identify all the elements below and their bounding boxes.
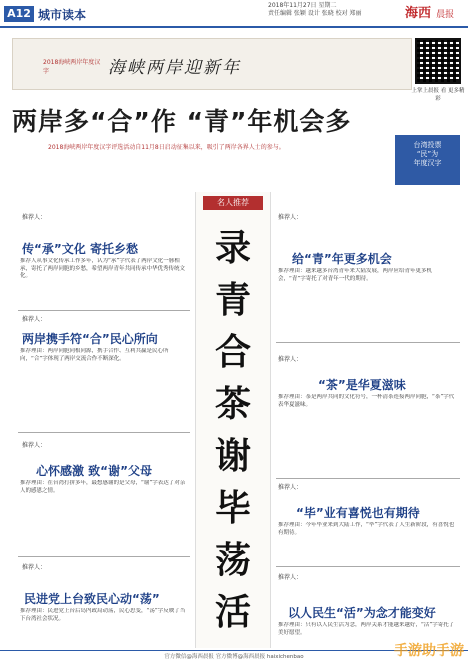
divider <box>276 566 460 567</box>
logo-text: 海西 <box>405 6 432 21</box>
article-body: 推荐理由：民进党上台后岛内政局动荡，民心思变，“荡”字反映了当下台湾社会状况。 <box>20 608 186 622</box>
recommender-line: 推荐人： <box>22 564 47 571</box>
date-line: 2018年11月27日 星期二 <box>268 2 337 9</box>
section-name: 城市读本 <box>38 8 87 22</box>
logo-sub: 晨报 <box>436 10 455 20</box>
divider <box>18 310 190 311</box>
event-banner <box>12 38 412 90</box>
banner-small-text: 2018海峡两岸年度汉字 <box>43 59 101 75</box>
editor-line: 责任编辑 张颖 设计 张晓 校对 郑丽 <box>268 10 362 17</box>
qr-caption: 上掌上晨报 看 更多精彩 <box>411 88 465 102</box>
article-title: 两岸携手符“合”民心所向 <box>22 332 158 346</box>
article-body: 推荐理由：两岸同胞同根同源，携手合作、互利共赢是民心所向，“合”字体现了两岸交流合作不断深化。 <box>20 348 169 362</box>
center-tag: 名人推荐 <box>203 196 263 210</box>
article-body: 推荐理由：在台湾打拼多年，最想感谢的是父母，“谢”字表达了对亲人的感恩之情。 <box>20 480 186 494</box>
calligraphy-char: 合 <box>214 331 251 373</box>
divider <box>18 432 190 433</box>
recommender-line: 推荐人： <box>278 484 303 491</box>
calligraphy-char: 青 <box>214 279 251 321</box>
qr-code-icon[interactable] <box>415 38 461 84</box>
calligraphy-char: 荡 <box>214 539 251 581</box>
recommender-line: 推荐人： <box>22 442 47 449</box>
newspaper-logo <box>405 2 463 24</box>
recommender-line: 推荐人： <box>278 356 303 363</box>
recommender-line: 推荐人： <box>22 316 47 323</box>
calligraphy-char: 活 <box>214 591 251 633</box>
article-title: 心怀感激 致“谢”父母 <box>36 464 152 478</box>
calligraphy-char: 毕 <box>214 487 251 529</box>
recommender-line: 推荐人： <box>278 214 303 221</box>
page-headline: 两岸多“合”作 “青”年机会多 <box>12 107 352 136</box>
section-number: A12 <box>4 6 34 22</box>
divider <box>18 556 190 557</box>
article-title: “茶”是华夏滋味 <box>318 378 406 392</box>
article-body: 推荐理由：越来越多台湾青年来大陆发展，两岸应给青年更多机会，“青”字寄托了对青年一代的期待。 <box>278 268 433 282</box>
article-title: 以人民生“活”为念才能变好 <box>288 606 436 620</box>
calligraphy-column <box>205 222 261 638</box>
article-title: “毕”业有喜悦也有期待 <box>296 506 420 520</box>
article-body: 推荐理由：只有以人民生活为念，两岸关系才能越来越好，“活”字寄托了美好愿望。 <box>278 622 455 636</box>
calligraphy-char: 录 <box>214 227 251 269</box>
calligraphy-char: 茶 <box>214 383 251 425</box>
banner-calligraphy: 海峡两岸迎新年 <box>108 58 241 78</box>
article-body: 推荐理由：茶是两岸共同的文化符号，一杯清茶连接两岸同胞，“茶”字代表华夏滋味。 <box>278 394 455 408</box>
watermark: 手游助手游 <box>394 643 464 659</box>
divider <box>276 478 460 479</box>
blue-highlight-box: 台湾投票 “民”为 年度汉字 <box>395 135 460 185</box>
divider <box>276 342 460 343</box>
page-footer: 官方微信@海西晨报 官方微博@海西晨报 haixichenbao <box>0 650 468 663</box>
article-title: 传“承”文化 寄托乡愁 <box>22 242 138 256</box>
article-body: 推荐理由：今年毕业来到大陆工作，“毕”字代表了人生新阶段，有喜悦也有期待。 <box>278 522 455 536</box>
recommender-line: 推荐人： <box>278 574 303 581</box>
header-info <box>268 2 398 18</box>
article-body: 推荐人从事文化传承工作多年，认为“承”字代表了两岸文化一脉相承，寄托了两岸同胞的乡愁，希望两岸青年共同传承中华优秀传统文化。 <box>20 258 186 279</box>
recommender-line: 推荐人： <box>22 214 47 221</box>
page-header <box>0 0 468 28</box>
article-title: 民进党上台致民心动“荡” <box>24 592 160 606</box>
intro-text: 2018海峡两岸年度汉字评选活动自11月8日启动征集以来，吸引了两岸各界人士的参与。 <box>48 144 285 151</box>
calligraphy-char: 谢 <box>214 435 251 477</box>
article-title: 给“青”年更多机会 <box>292 252 392 266</box>
